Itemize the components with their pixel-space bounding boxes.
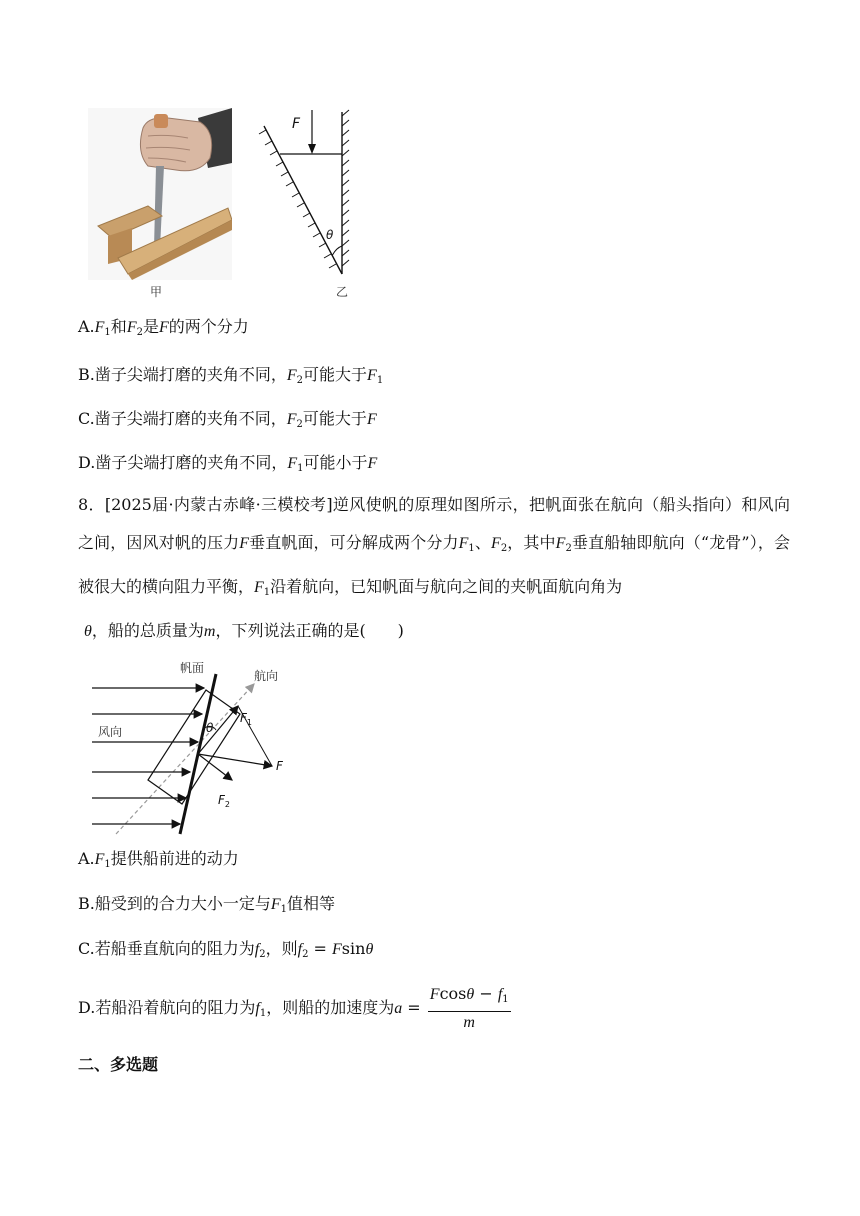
label-f2: $F_2$ bbox=[218, 793, 230, 809]
q7-option-a[interactable]: $A.F_1$和$F_2$是F的两个分力 bbox=[78, 317, 249, 338]
label-theta: θ bbox=[206, 721, 214, 735]
q8-option-d[interactable]: D.若船沿着航向的阻力为$f_1$，则船的加速度为a = $\frac{Fcos\theta - f_1}{m}$ bbox=[78, 984, 509, 1031]
label-heading: 航向 bbox=[254, 669, 279, 683]
q7-option-b[interactable]: B.凿子尖端打磨的夹角不同，$F_2$可能大于$F_1$ bbox=[78, 365, 384, 386]
q7-option-d[interactable]: D.凿子尖端打磨的夹角不同，$F_1$可能小于F bbox=[78, 453, 378, 474]
label-f: F bbox=[276, 759, 283, 773]
q8-stem: 8．[2025届·内蒙古赤峰·三模校考]逆风使帆的原理如图所示，把帆面张在航向（船头指向）和风向之间，因风对帆的压力F垂直帆面，可分解成两个分力$F_1$、$F_2$，其中$F_2$垂直船轴即航向（“龙骨”），会被很大的横向阻力平衡，$F_1$沿着航向，已知帆面与航向之间的夹帆面航向角为 θ，船的总质量为m，下列说法正确的是( ) bbox=[78, 495, 790, 640]
acceleration-fraction: $\frac{Fcos\theta - f_1}{m}$ bbox=[429, 984, 509, 1031]
wedge-diagram bbox=[256, 106, 356, 302]
q8-option-b[interactable]: B.船受到的合力大小一定与$F_1$值相等 bbox=[78, 894, 336, 915]
figure-label-yi: 乙 bbox=[336, 285, 349, 299]
q8-option-c[interactable]: C.若船垂直航向的阻力为$f_2$，则$f_2 = Fsin\theta$ bbox=[78, 939, 374, 960]
wedge-force-label: F bbox=[292, 116, 301, 132]
wedge-angle-label: θ bbox=[326, 228, 334, 242]
label-sail: 帆面 bbox=[180, 661, 205, 675]
figure-label-jia: 甲 bbox=[150, 285, 163, 299]
label-f1: $F_1$ bbox=[240, 711, 252, 727]
q7-option-c[interactable]: C.凿子尖端打磨的夹角不同，$F_2$可能大于F bbox=[78, 409, 377, 430]
section-heading: 二、多选题 bbox=[78, 1055, 159, 1074]
label-wind: 风向 bbox=[98, 725, 123, 739]
q8-option-a[interactable]: $A.F_1$提供船前进的动力 bbox=[78, 849, 239, 870]
chisel-photo bbox=[88, 108, 232, 280]
sail-diagram bbox=[86, 658, 296, 838]
